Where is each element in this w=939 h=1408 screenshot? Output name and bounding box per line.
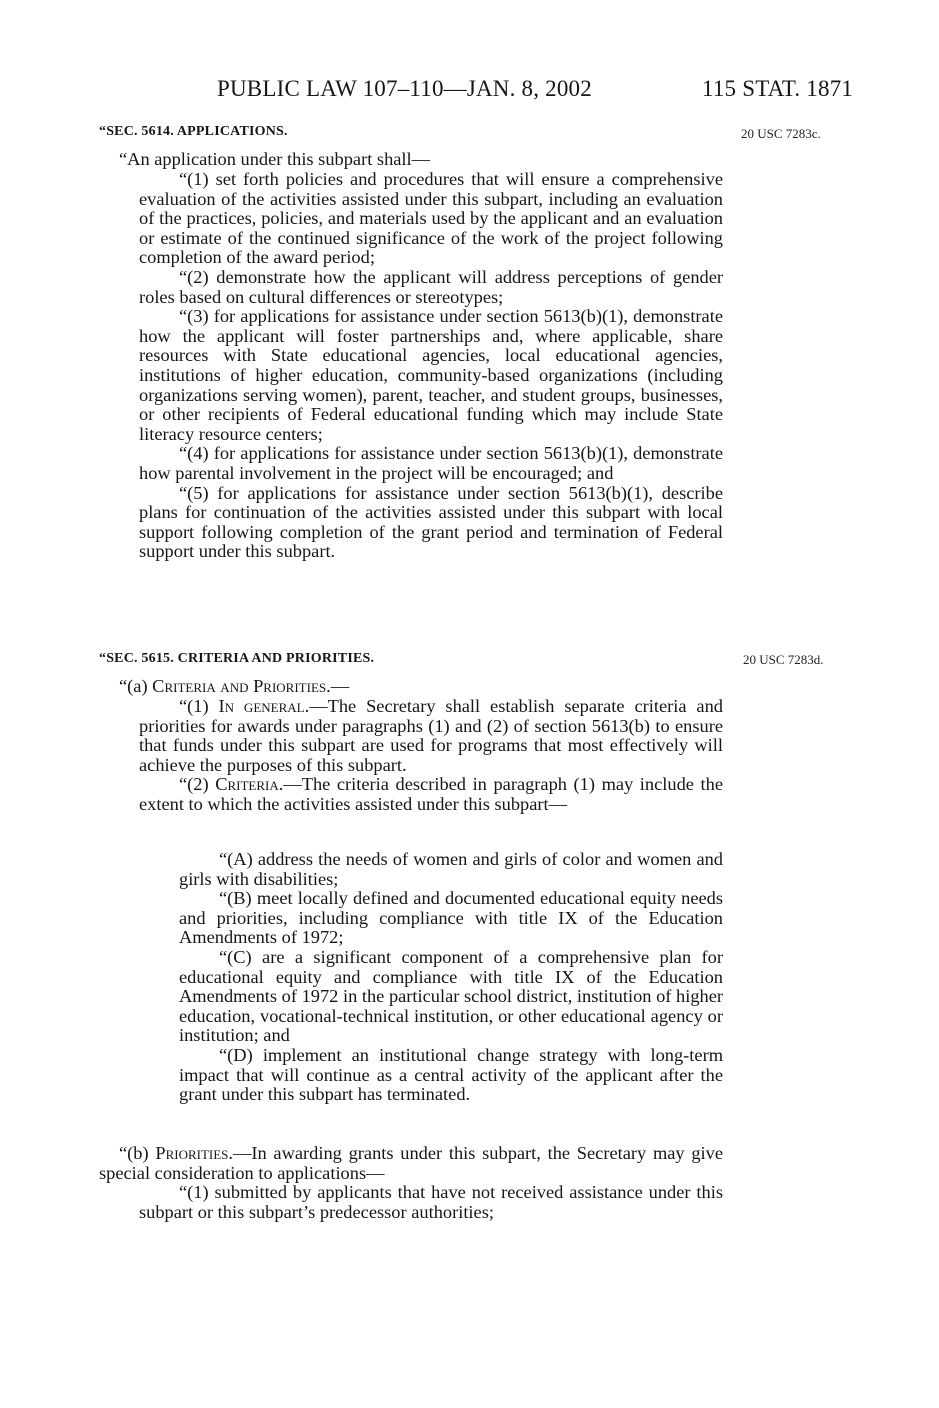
subsection-a-title: Criteria and Priorities — [152, 676, 327, 696]
paragraph-3: “(3) for applications for assistance under section 5613(b)(1), demonstrate how the applicant will foster partnerships and, where applicable, share resources with State educational agencies, local educational agencies, institutions of higher education, community-based organizations (including organizations serving women), parent, teacher, and student groups, businesses, or other recipients of Federal educational funding which may include State literacy resource centers; — [139, 306, 723, 444]
criteria-list — [179, 850, 723, 1105]
section-5614-heading: “SEC. 5614. APPLICATIONS. — [99, 124, 288, 139]
paragraph-4: “(4) for applications for assistance under section 5613(b)(1), demonstrate how parental involvement in the project will be encouraged; and — [139, 443, 723, 483]
criteria-item-C: “(C) are a significant component of a comprehensive plan for educational equity and compliance with title IX of the Education Amendments of 1972 in the particular school district, institution of higher education, vocational-technical institution, or other educational agency or institution; and — [179, 946, 723, 1046]
criteria-item-A: “(A) address the needs of women and girls of color and women and girls with disabilities; — [179, 849, 723, 889]
section-5614-intro — [119, 150, 723, 170]
paragraph-a2: “(2) Criteria.—The criteria described in paragraph (1) may include the extent to which the activities assisted under this subpart— — [139, 774, 723, 814]
subsection-b-items — [139, 1183, 723, 1222]
section-5615-usc-note: 20 USC 7283d. — [743, 652, 824, 667]
section-5615-heading: “SEC. 5615. CRITERIA AND PRIORITIES. — [99, 651, 375, 666]
statute-page-number: 115 STAT. 1871 — [702, 76, 854, 101]
section-5614-body — [139, 170, 723, 562]
subsection-a-dash: .— — [326, 676, 350, 696]
criteria-item-D: “(D) implement an institutional change strategy with long-term impact that will continue as a central activity of the applicant after the grant under this subpart has terminated. — [179, 1044, 723, 1105]
subsection-a-label: “(a) — [119, 676, 153, 696]
subsection-a-heading — [119, 677, 723, 697]
intro-text: “An application under this subpart shall— — [119, 149, 431, 169]
criteria-item-B: “(B) meet locally defined and documented educational equity needs and priorities, including compliance with title IX of the Education Amendments of 1972; — [179, 888, 723, 948]
section-5614-usc-note: 20 USC 7283c. — [741, 126, 821, 141]
subsection-a-body — [139, 697, 723, 815]
paragraph-2: “(2) demonstrate how the applicant will address perceptions of gender roles based on cultural differences or stereotypes; — [139, 266, 723, 307]
subsection-b — [99, 1144, 723, 1183]
paragraph-a1: “(1) In general.—The Secretary shall establish separate criteria and priorities for awards under paragraphs (1) and (2) of section 5613(b) to ensure that funds under this subpart are used for programs that most effectively will achieve the purposes of this subpart. — [139, 696, 723, 775]
public-law-citation: PUBLIC LAW 107–110—JAN. 8, 2002 — [217, 76, 592, 101]
subsection-b-text: “(b) Priorities.—In awarding grants under this subpart, the Secretary may give special consideration to applications— — [99, 1143, 723, 1183]
paragraph-5: “(5) for applications for assistance under section 5613(b)(1), describe plans for continuation of the activities assisted under this subpart with local support following completion of the grant period and termination of Federal support under this subpart. — [139, 482, 723, 562]
priority-item-1: “(1) submitted by applicants that have not received assistance under this subpart or this subpart’s predecessor authorities; — [139, 1182, 723, 1222]
paragraph-1: “(1) set forth policies and procedures that will ensure a comprehensive evaluation of the activities assisted under this subpart, including an evaluation of the practices, policies, and materials used by the applicant and an evaluation or estimate of the continued significance of the work of the project following completion of the award period; — [139, 169, 723, 268]
page-header — [0, 76, 939, 106]
